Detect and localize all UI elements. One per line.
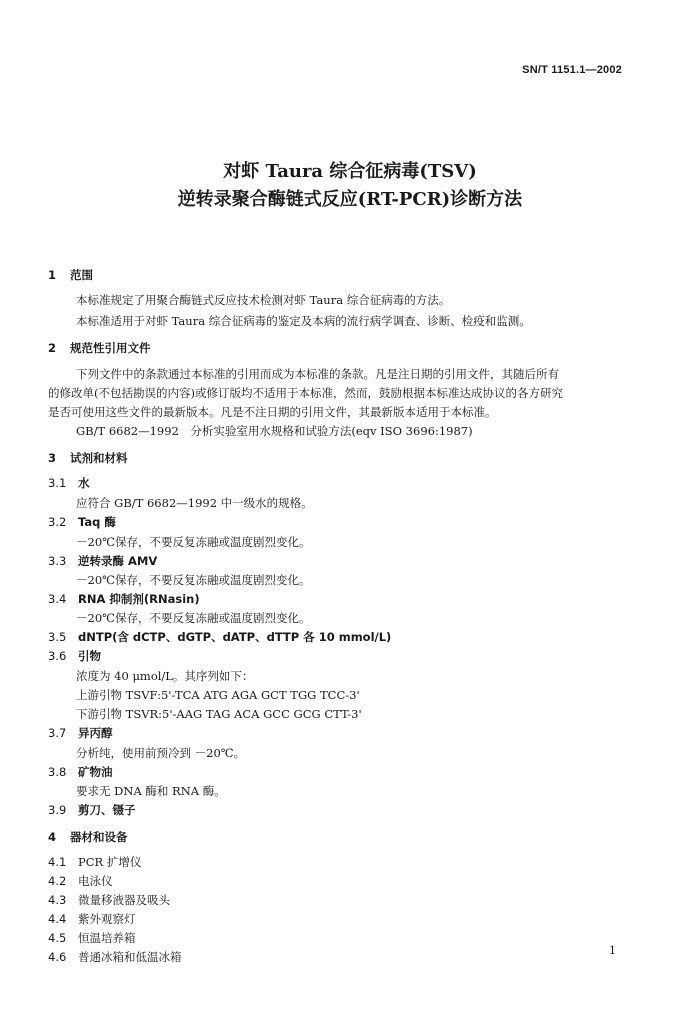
- paragraph: 的修改单(不包括勘误的内容)或修订版均不适用于本标准，然而，鼓励根据本标准达成协议的各方研究: [48, 386, 563, 400]
- subsection-4-4: 4.4 紫外观察灯: [48, 912, 136, 926]
- paragraph: －20℃保存，不要反复冻融或温度剧烈变化。: [76, 611, 311, 625]
- subsection-4-6: 4.6 普通冰箱和低温冰箱: [48, 950, 182, 964]
- paragraph: 本标准规定了用聚合酶链式反应技术检测对虾 Taura 综合征病毒的方法。: [76, 293, 451, 307]
- section-number: 4: [48, 830, 57, 844]
- section-1-heading: [48, 267, 93, 283]
- section-3-heading: [48, 450, 128, 466]
- subsection-4-3: 4.3 微量移液器及吸头: [48, 893, 170, 907]
- subsection-4-1: 4.1 PCR 扩增仪: [48, 855, 142, 869]
- section-4-heading: [48, 829, 128, 845]
- paragraph: －20℃保存，不要反复冻融或温度剧烈变化。: [76, 535, 311, 549]
- subsection-3-3: 3.3 逆转录酶 AMV: [48, 554, 158, 568]
- section-title: 规范性引用文件: [70, 341, 151, 355]
- subsection-3-2: 3.2 Taq 酶: [48, 515, 116, 529]
- paragraph: 浓度为 40 μmol/L。其序列如下：: [76, 669, 254, 683]
- paragraph: －20℃保存，不要反复冻融或温度剧烈变化。: [76, 573, 311, 587]
- subsection-3-4: 3.4 RNA 抑制剂(RNasin): [48, 592, 200, 606]
- section-2-heading: [48, 340, 151, 356]
- standard-code: SN/T 1151.1—2002: [522, 64, 622, 76]
- subsection-4-2: 4.2 电泳仪: [48, 874, 113, 888]
- paragraph: 下列文件中的条款通过本标准的引用而成为本标准的条款。凡是注日期的引用文件，其随后所有: [76, 367, 559, 381]
- subsection-3-9: 3.9 剪刀、镊子: [48, 803, 136, 817]
- reference-entry: GB/T 6682—1992 分析实验室用水规格和试验方法(eqv ISO 3696:1987): [76, 424, 473, 438]
- subsection-3-7: 3.7 异丙醇: [48, 726, 113, 740]
- paragraph: 应符合 GB/T 6682—1992 中一级水的规格。: [76, 496, 313, 510]
- subsection-3-5: 3.5 dNTP(含 dCTP、dGTP、dATP、dTTP 各 10 mmol/L): [48, 630, 392, 644]
- page-number: 1: [609, 944, 616, 957]
- subsection-4-5: 4.5 恒温培养箱: [48, 931, 136, 945]
- section-number: 1: [48, 268, 57, 282]
- primer-sequence: 上游引物 TSVF:5'-TCA ATG AGA GCT TGG TCC-3': [76, 688, 360, 702]
- subsection-3-8: 3.8 矿物油: [48, 765, 113, 779]
- subsection-3-1: 3.1 水: [48, 476, 90, 490]
- section-title: 范围: [70, 268, 93, 282]
- subsection-3-6: 3.6 引物: [48, 649, 101, 663]
- section-title: 器材和设备: [70, 830, 128, 844]
- paragraph: 要求无 DNA 酶和 RNA 酶。: [76, 784, 226, 798]
- document-title-line1: 对虾 Taura 综合征病毒(TSV): [223, 161, 477, 182]
- section-number: 3: [48, 451, 57, 465]
- document-title-line2: 逆转录聚合酶链式反应(RT-PCR)诊断方法: [177, 189, 523, 210]
- paragraph: 分析纯，使用前预冷到 －20℃。: [76, 746, 246, 760]
- paragraph: 是否可使用这些文件的最新版本。凡是不注日期的引用文件，其最新版本适用于本标准。: [48, 405, 497, 419]
- section-number: 2: [48, 341, 57, 355]
- section-title: 试剂和材料: [70, 451, 128, 465]
- paragraph: 本标准适用于对虾 Taura 综合征病毒的鉴定及本病的流行病学调查、诊断、检疫和监测。: [76, 314, 531, 328]
- primer-sequence: 下游引物 TSVR:5'-AAG TAG ACA GCC GCG CTT-3': [76, 707, 362, 721]
